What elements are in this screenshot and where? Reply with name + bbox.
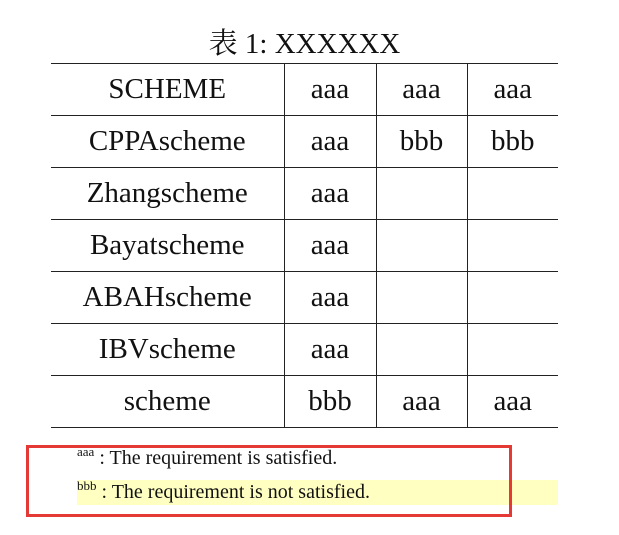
note-mark: aaa xyxy=(77,444,95,459)
table-cell: bbb xyxy=(467,116,558,168)
table-cell: Zhangscheme xyxy=(51,168,284,220)
table-cell: ABAHscheme xyxy=(51,272,284,324)
table-row-header xyxy=(51,64,558,116)
note-text: : The requirement is not satisfied. xyxy=(101,481,370,503)
note-text: : The requirement is satisfied. xyxy=(99,447,338,469)
table-cell: aaa xyxy=(284,324,376,376)
table-cell: scheme xyxy=(51,376,284,428)
table-cell: bbb xyxy=(284,376,376,428)
table-cell xyxy=(467,324,558,376)
comparison-table xyxy=(51,63,558,428)
table-row xyxy=(51,324,558,376)
table-cell: SCHEME xyxy=(51,64,284,116)
highlight-box xyxy=(26,445,512,517)
table-cell xyxy=(376,324,467,376)
table-cell: Bayatscheme xyxy=(51,220,284,272)
table-cell xyxy=(376,272,467,324)
table-cell xyxy=(376,168,467,220)
table-row xyxy=(51,220,558,272)
table-row xyxy=(51,272,558,324)
table-cell: aaa xyxy=(284,168,376,220)
table-row xyxy=(51,168,558,220)
table-cell: bbb xyxy=(376,116,467,168)
table-cell: aaa xyxy=(284,64,376,116)
table-row xyxy=(51,116,558,168)
table-cell: aaa xyxy=(376,64,467,116)
table-cell: aaa xyxy=(376,376,467,428)
table-cell xyxy=(467,272,558,324)
table-cell: IBVscheme xyxy=(51,324,284,376)
table-cell: aaa xyxy=(467,64,558,116)
table-cell: aaa xyxy=(467,376,558,428)
table-cell: CPPAscheme xyxy=(51,116,284,168)
table-cell: aaa xyxy=(284,272,376,324)
table-cell: aaa xyxy=(284,116,376,168)
table-caption: 表 1: XXXXXX xyxy=(208,28,401,60)
table-cell xyxy=(467,168,558,220)
table-cell xyxy=(376,220,467,272)
table-cell: aaa xyxy=(284,220,376,272)
table-row xyxy=(51,376,558,428)
table-cell xyxy=(467,220,558,272)
note-mark: bbb xyxy=(77,478,97,493)
